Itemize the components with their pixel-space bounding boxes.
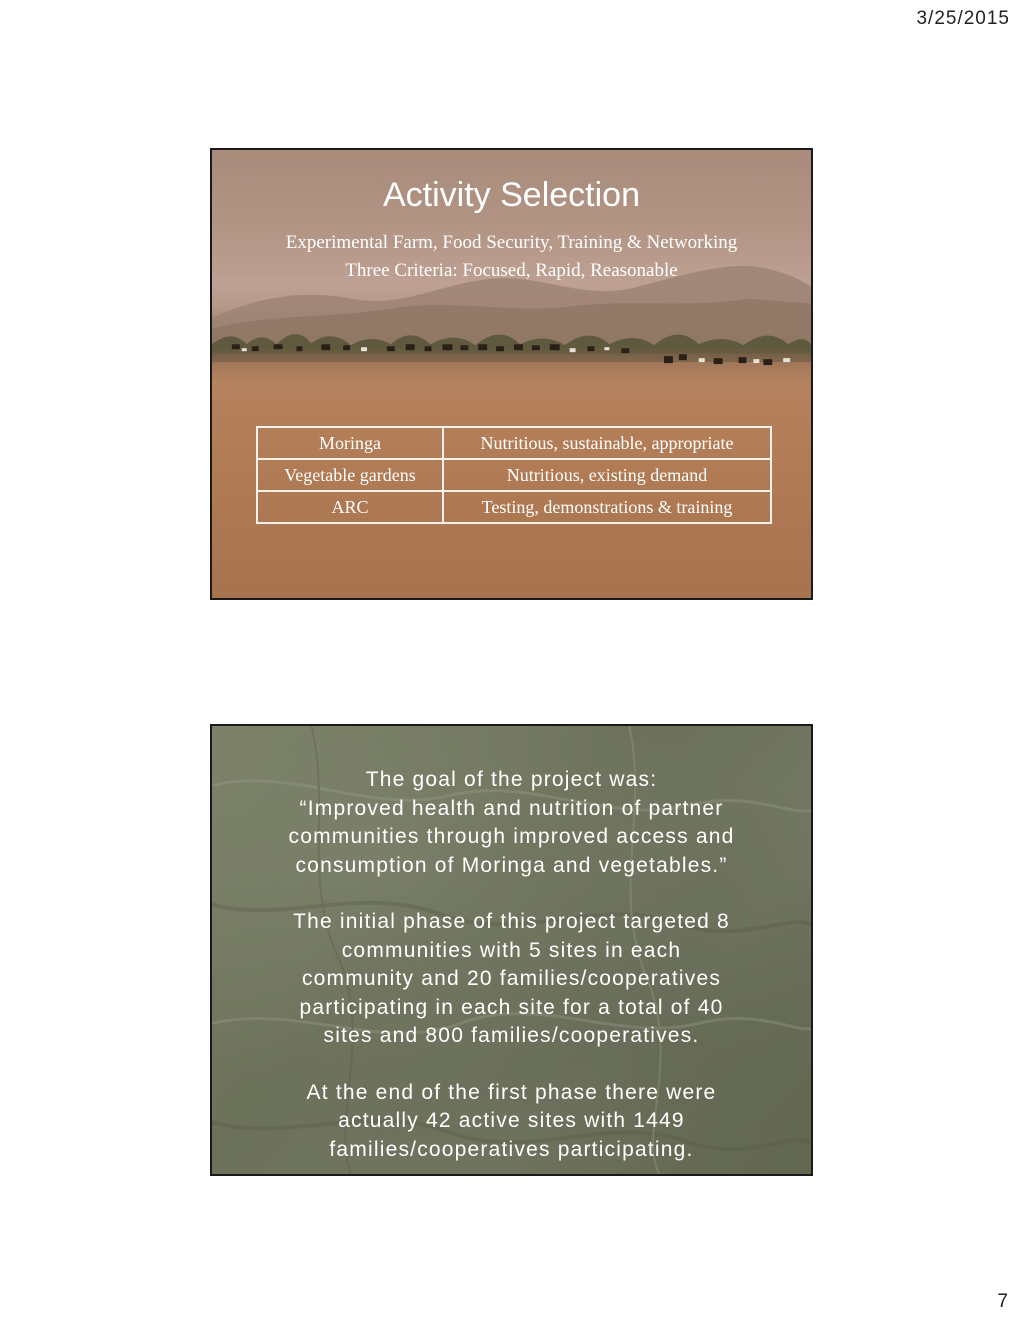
page-date: 3/25/2015 (916, 8, 1010, 29)
table-row (257, 491, 771, 523)
text-line: communities through improved access and (288, 825, 735, 848)
text-line: families/cooperatives participating. (329, 1137, 694, 1161)
table-cell-rationale: Nutritious, existing demand (443, 459, 771, 491)
table-cell-activity: Vegetable gardens (257, 459, 443, 491)
slide-activity-selection (210, 148, 813, 600)
slide-body-text (242, 766, 781, 1176)
text-line: participating in each site for a total of 40 (299, 995, 724, 1019)
slide-subtitle-line-2: Three Criteria: Focused, Rapid, Reasonable (345, 260, 678, 281)
slide-title: Activity Selection (383, 176, 640, 214)
page-number: 7 (997, 1291, 1008, 1312)
text-line: “Improved health and nutrition of partner (299, 796, 724, 820)
slide-subtitle-line-1: Experimental Farm, Food Security, Training & Networking (285, 232, 738, 253)
paragraph-results (242, 1079, 781, 1165)
table-row (257, 427, 771, 459)
desert-landscape-image (212, 150, 811, 598)
text-line: At the end of the first phase there were (306, 1080, 717, 1104)
table-cell-activity: ARC (257, 491, 443, 523)
table-cell-activity: Moringa (257, 427, 443, 459)
text-line: sites and 800 families/cooperatives. (323, 1024, 700, 1047)
criteria-table (256, 426, 772, 524)
text-line: communities with 5 sites in each (341, 938, 682, 962)
table-cell-rationale: Testing, demonstrations & training (443, 491, 771, 523)
text-line: The goal of the project was: (365, 768, 658, 791)
text-line: community and 20 families/cooperatives (301, 967, 722, 990)
table-row (257, 459, 771, 491)
paragraph-initial-phase (242, 908, 781, 1051)
text-line: consumption of Moringa and vegetables.” (295, 853, 728, 877)
table-cell-rationale: Nutritious, sustainable, appropriate (443, 427, 771, 459)
text-line: actually 42 active sites with 1449 (338, 1109, 685, 1132)
slide-project-goal (210, 724, 813, 1176)
text-line: The initial phase of this project targeted 8 (293, 910, 730, 933)
paragraph-goal (242, 766, 781, 880)
